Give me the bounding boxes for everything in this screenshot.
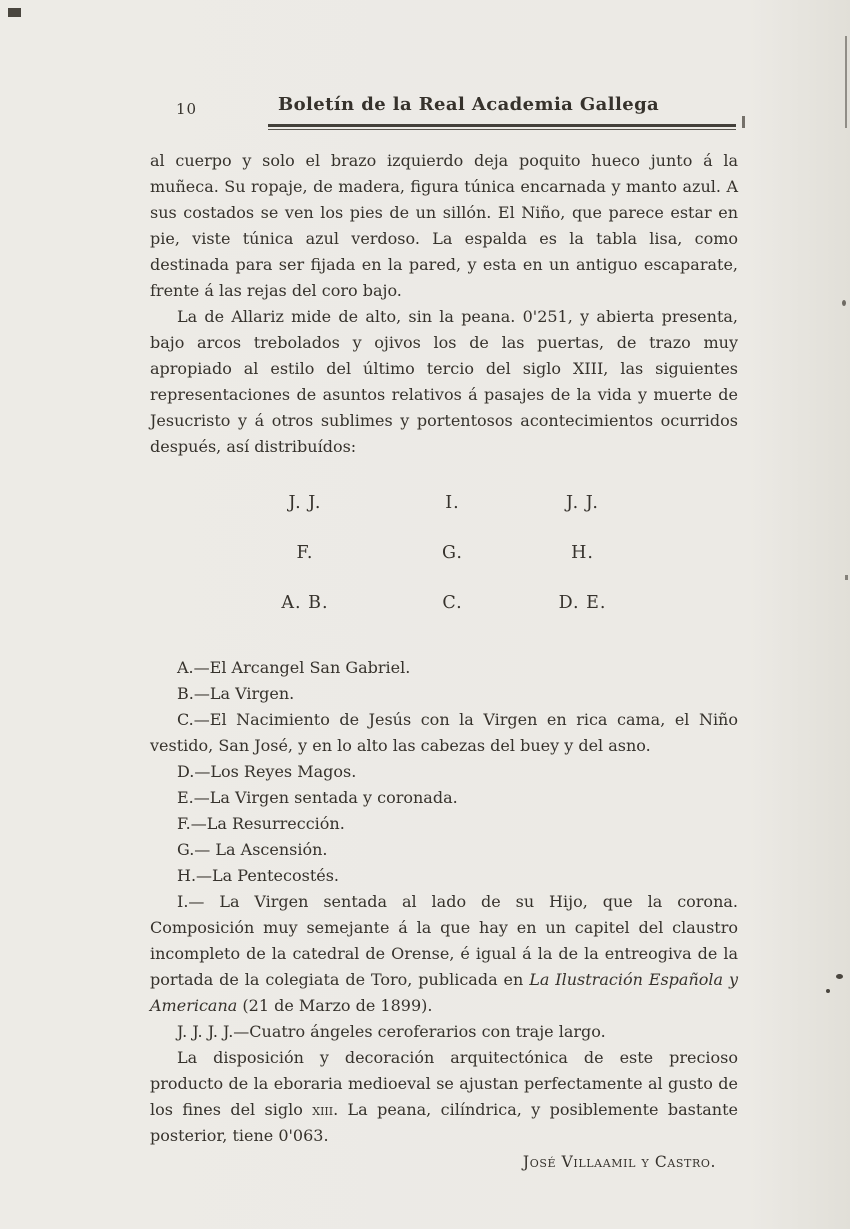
legend-item-j: J. J. J. J.—Cuatro ángeles ceroferarios con traje largo. — [177, 1022, 606, 1041]
paragraph-1: al cuerpo y solo el brazo izquierdo deja poquito hueco junto á la muñeca. Su ropaje, de madera, figura túnica encarnada y manto azul. A sus costados se ven los pies de un sillón. El Niño, que parece estar en pie, viste túnica azul verdoso. La espalda es la tabla lisa, como destinada para ser fijada en la pared, y esta en un antiguo escaparate, frente á las rejas del coro bajo. — [150, 151, 738, 300]
legend-item-f: F.—La Resurrección. — [177, 814, 345, 833]
scan-artifact — [836, 974, 843, 979]
roman-numeral: xiii — [312, 1100, 334, 1119]
legend-item-i — [150, 889, 738, 1019]
scan-artifact — [826, 989, 830, 993]
scan-artifact — [845, 575, 848, 580]
page-number: 10 — [176, 100, 198, 118]
diagram-cell: J. J. — [288, 493, 322, 513]
legend-item-e: E.—La Virgen sentada y coronada. — [177, 788, 458, 807]
legend-item-d: D.—Los Reyes Magos. — [177, 762, 357, 781]
legend-item-a: A.—El Arcangel San Gabriel. — [177, 658, 411, 677]
diagram-cell: G. — [442, 543, 463, 563]
page-content — [150, 94, 738, 1175]
diagram-cell: I. — [445, 493, 460, 513]
diagram-cell: F. — [296, 543, 314, 563]
header-rule — [268, 124, 736, 130]
page-header — [150, 94, 738, 124]
scan-artifact — [8, 8, 21, 17]
diagram-cell: D. E. — [558, 593, 607, 613]
journal-title: Boletín de la Real Academia Gallega — [278, 94, 660, 115]
scan-artifact — [845, 36, 847, 128]
diagram-cell: A. B. — [281, 593, 329, 613]
plan-diagram — [230, 490, 650, 617]
legend-item-i-text: I.— La Virgen sentada al lado de su Hijo, que la corona. Composición muy semejante á la que hay en un capitel del claustro incompleto de la catedral de Orense, é igual á la de la entreogiva de la portada de la colegiata de Toro, publicada en — [150, 892, 738, 989]
closing-text-end: . La peana, cilíndrica, y posiblemente bastante posterior, tiene 0'063. — [150, 1100, 739, 1145]
scan-artifact — [742, 116, 745, 128]
scan-artifact — [842, 300, 846, 306]
cited-publication-title: La Ilustración Española y Americana — [150, 970, 739, 1015]
closing-text: La disposición y decoración arquitectónica de este precioso producto de la eboraria medioeval se ajustan perfectamente al gusto de los fines del siglo — [150, 1048, 738, 1119]
legend-item-b: B.—La Virgen. — [177, 684, 295, 703]
legend-item-c: C.—El Nacimiento de Jesús con la Virgen en rica cama, el Niño vestido, San José, y en lo alto las cabezas del buey y del asno. — [150, 710, 738, 755]
diagram-cell: C. — [442, 593, 463, 613]
paragraph-2: La de Allariz mide de alto, sin la peana. 0'251, y abierta presenta, bajo arcos trebolados y ojivos los de las puertas, de trazo muy apropiado al estilo del último tercio del siglo XIII, las siguientes representaciones de asuntos relativos á pasajes de la vida y muerte de Jesucristo y á otros sublimes y portentosos acontecimientos ocurridos después, así distribuídos: — [150, 307, 738, 456]
legend-list — [150, 655, 738, 889]
legend-item-i-date: (21 de Marzo de 1899). — [237, 996, 433, 1015]
diagram-cell: J. J. — [565, 493, 599, 513]
author-signature: José Villaamil y Castro. — [522, 1153, 716, 1171]
diagram-cell: H. — [571, 543, 594, 563]
legend-item-g: G.— La Ascensión. — [177, 840, 328, 859]
legend-item-h: H.—La Pentecostés. — [177, 866, 340, 885]
closing-paragraph — [150, 1045, 738, 1149]
body-text — [150, 148, 738, 1175]
